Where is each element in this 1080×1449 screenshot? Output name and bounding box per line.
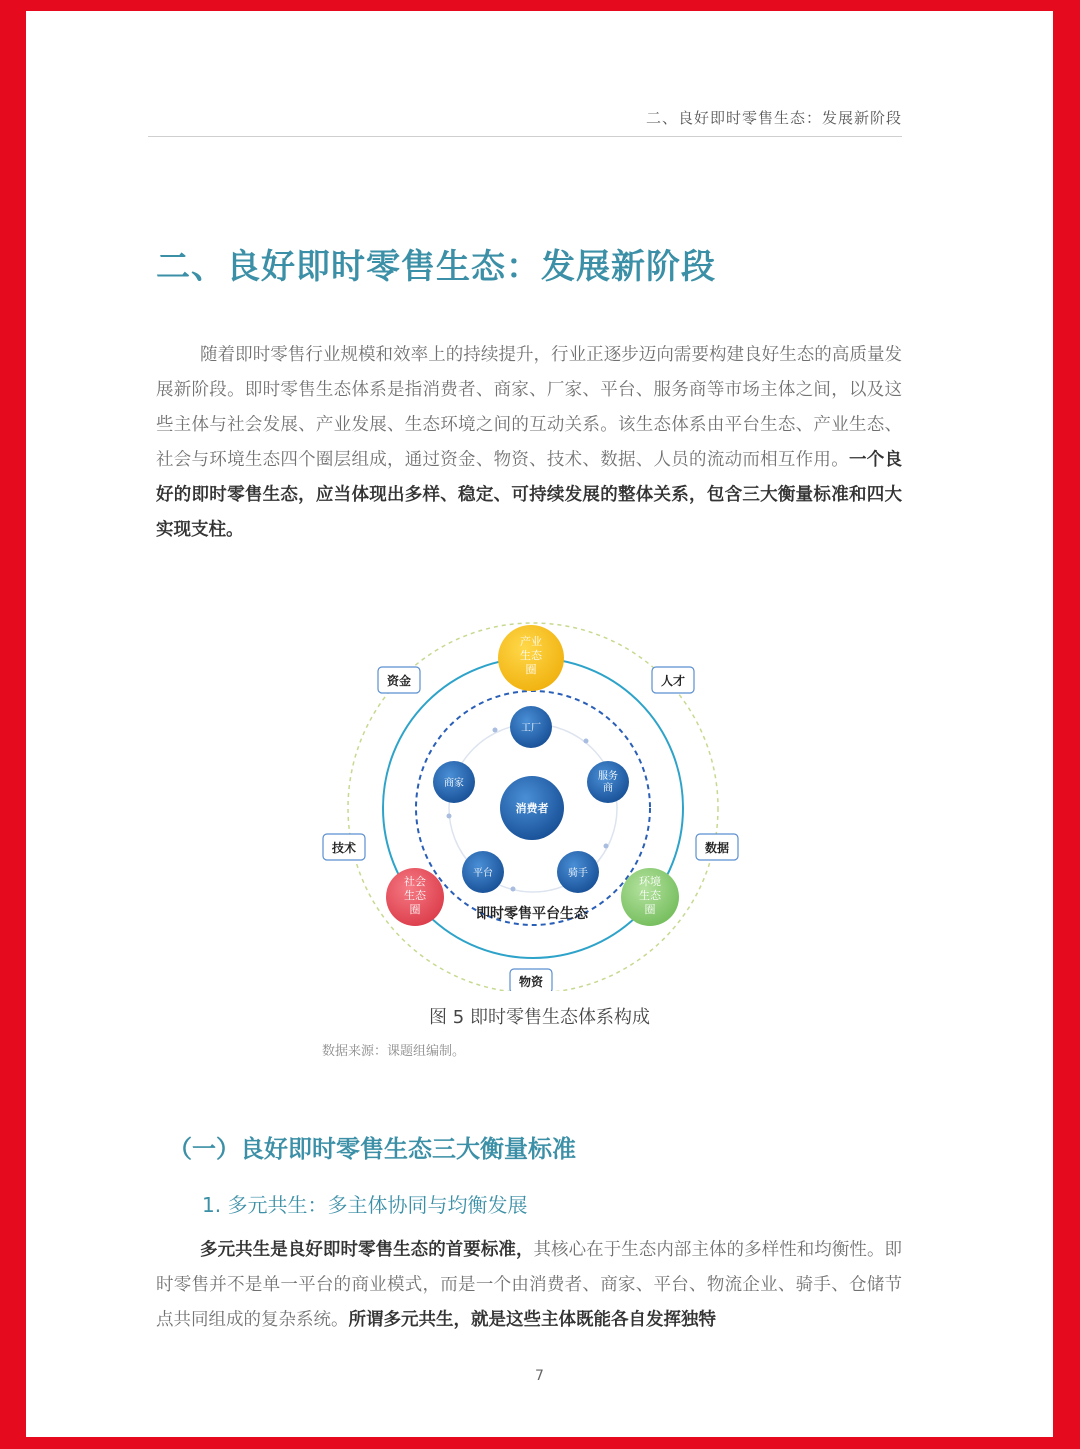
environment-label-line2: 生态 [639,889,661,902]
social-label-line3: 圈 [409,903,421,916]
service-provider-node [587,761,629,803]
orbit-dot [447,814,452,819]
header-divider [148,136,902,137]
intro-bold-text: 一个良好的即时零售生态，应当体现出多样、稳定、可持续发展的整体关系，包含三大衡量标准和四大实现支柱。 [156,450,903,540]
merchant-label: 商家 [444,778,464,789]
environment-label-line3: 圈 [644,903,656,916]
consumer-label: 消费者 [515,802,549,815]
flow-label-technology: 技术 [331,841,357,855]
social-label-line2: 生态 [404,889,426,902]
figure-source: 数据来源：课题组编制。 [322,1044,466,1059]
flow-label-materials: 物资 [518,975,544,989]
service-provider-label-line1: 服务 [598,771,618,782]
paragraph-bold-tail: 所谓多元共生，就是这些主体既能各自发挥独特 [348,1310,716,1330]
platform-ecosystem-label: 即时零售平台生态 [476,906,588,922]
industry-label-line1: 产业 [520,635,542,648]
social-label-line1: 社会 [404,875,426,888]
body-paragraph [156,1233,902,1338]
paragraph-bold-lead: 多元共生是良好即时零售生态的首要标准， [200,1240,534,1260]
orbit-dot [511,887,516,892]
platform-label: 平台 [473,868,493,879]
flow-label-capital: 资金 [386,674,412,688]
paragraph-text: 其核心在于生态内部主体的多样性和均衡性。即时零售并不是单一平台的商业模式，而是一个由消费者、商家、平台、物流企业、骑手、仓储节点共同组成的复杂系统。 [156,1240,902,1330]
environment-label-line1: 环境 [639,875,661,888]
rider-label: 骑手 [568,868,588,879]
document-page [26,11,1053,1437]
intro-text: 随着即时零售行业规模和效率上的持续提升，行业正逐步迈向需要构建良好生态的高质量发展新阶段。即时零售生态体系是指消费者、商家、厂家、平台、服务商等市场主体之间，以及这些主体与社会发展、产业发展、生态环境之间的互动关系。该生态体系由平台生态、产业生态、社会与环境生态四个圈层组成，通过资金、物资、技术、数据、人员的流动而相互作用。 [156,345,902,470]
ecosystem-diagram [288,601,778,991]
factory-label: 工厂 [521,723,541,734]
flow-label-talent: 人才 [660,674,686,688]
chapter-title: 二、良好即时零售生态：发展新阶段 [156,247,716,287]
orbit-dot [604,844,609,849]
subsection-title: 1. 多元共生：多主体协同与均衡发展 [202,1193,528,1217]
orbit-dot [493,728,498,733]
intro-paragraph [156,338,902,548]
orbit-dot [584,739,589,744]
section-title: （一）良好即时零售生态三大衡量标准 [168,1135,576,1163]
service-provider-label-line2: 商 [603,783,613,794]
industry-label-line3: 圈 [525,663,537,676]
industry-label-line2: 生态 [520,649,542,662]
flow-label-data: 数据 [704,841,730,855]
figure-caption: 图 5 即时零售生态体系构成 [429,1007,650,1028]
page-number: 7 [535,1368,544,1384]
running-header: 二、良好即时零售生态：发展新阶段 [645,109,902,127]
